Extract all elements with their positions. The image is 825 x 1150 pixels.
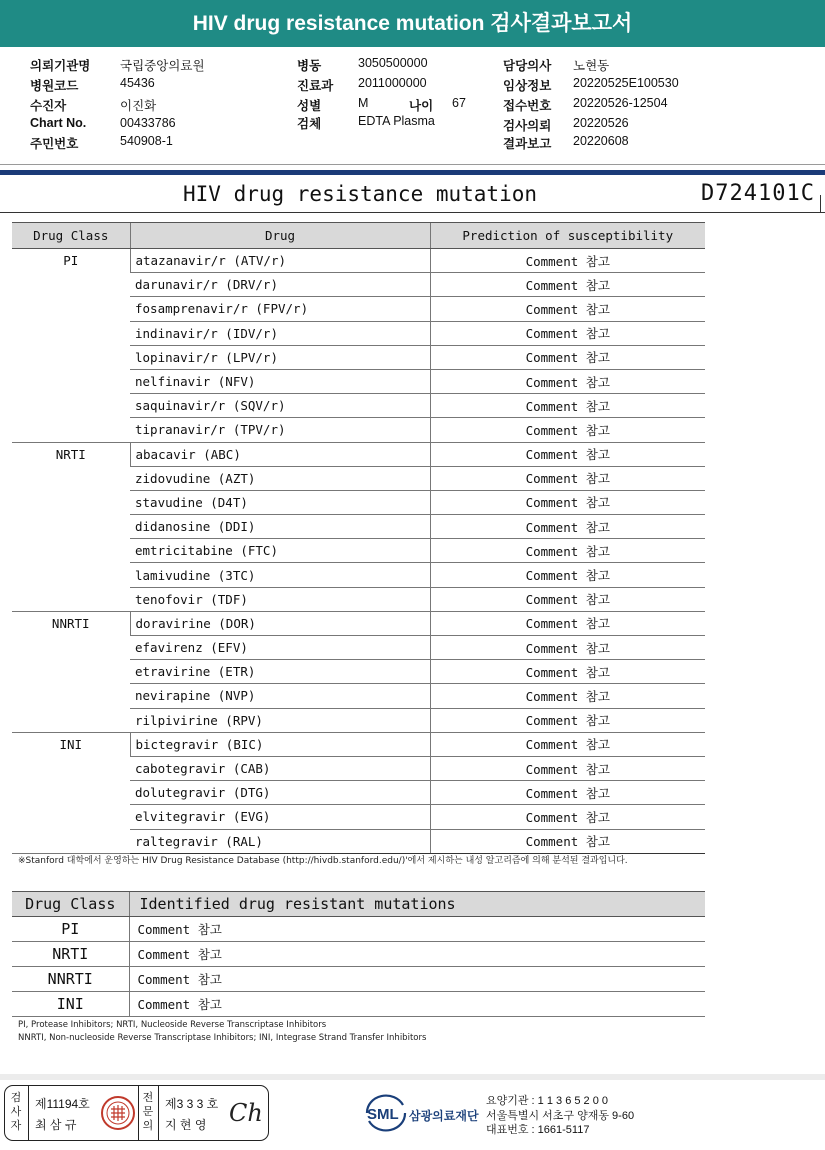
table-row	[12, 992, 705, 1017]
drug-cell: fosamprenavir/r (FPV/r)	[130, 297, 430, 321]
drug-cell: cabotegravir (CAB)	[130, 756, 430, 780]
prediction-cell: Comment 참고	[430, 539, 705, 563]
drug-cell: raltegravir (RAL)	[130, 829, 430, 853]
abbreviation-line: NNRTI, Non-nucleoside Reverse Transcriptase Inhibitors; INI, Integrase Strand Transfer Inhibitors	[18, 1033, 427, 1043]
prediction-cell: Comment 참고	[430, 587, 705, 611]
prediction-cell: Comment 참고	[430, 708, 705, 732]
drug-cell: dolutegravir (DTG)	[130, 781, 430, 805]
prediction-cell: Comment 참고	[430, 297, 705, 321]
info-label: 검체	[297, 117, 322, 131]
prediction-cell: Comment 참고	[430, 490, 705, 514]
info-value: 540908-1	[120, 134, 173, 148]
table-row	[12, 249, 705, 273]
drug-class-cell: PI	[12, 917, 129, 942]
drug-cell: didanosine (DDI)	[130, 515, 430, 539]
prediction-cell: Comment 참고	[430, 829, 705, 853]
prediction-cell: Comment 참고	[430, 273, 705, 297]
info-value: 2011000000	[358, 76, 427, 90]
table-header-row	[12, 892, 705, 917]
prediction-cell: Comment 참고	[430, 321, 705, 345]
prediction-cell: Comment 참고	[430, 418, 705, 442]
divider	[28, 1086, 29, 1140]
drug-cell: tipranavir/r (TPV/r)	[130, 418, 430, 442]
drug-cell: saquinavir/r (SQV/r)	[130, 394, 430, 418]
drug-class-cell: NRTI	[12, 442, 130, 611]
info-label: 의뢰기관명	[30, 59, 91, 73]
mutations-table	[12, 891, 705, 1017]
info-value: 20220526-12504	[573, 96, 668, 110]
info-label: 병원코드	[30, 79, 79, 93]
prediction-cell: Comment 참고	[430, 636, 705, 660]
inspector-license: 제11194호	[35, 1097, 90, 1111]
info-label: 검사의뢰	[503, 119, 552, 133]
abbreviations	[18, 1019, 718, 1045]
prediction-cell: Comment 참고	[430, 515, 705, 539]
table-row	[12, 611, 705, 635]
specialist-name: 지 현 영	[165, 1118, 207, 1132]
footer-divider	[0, 1074, 825, 1080]
patient-info	[0, 53, 825, 165]
column-header: Prediction of susceptibility	[430, 223, 705, 249]
drug-cell: elvitegravir (EVG)	[130, 805, 430, 829]
sml-logo-icon	[363, 1093, 409, 1133]
drug-cell: doravirine (DOR)	[130, 611, 430, 635]
info-label: 진료과	[297, 79, 334, 93]
info-label: 담당의사	[503, 59, 552, 73]
drug-cell: zidovudine (AZT)	[130, 466, 430, 490]
drug-cell: nevirapine (NVP)	[130, 684, 430, 708]
drug-cell: rilpivirine (RPV)	[130, 708, 430, 732]
divider	[0, 164, 825, 165]
drug-cell: efavirenz (EFV)	[130, 636, 430, 660]
info-value: 노현동	[573, 59, 610, 73]
svg-text:Ch: Ch	[229, 1099, 263, 1127]
drug-class-cell: NNRTI	[12, 611, 130, 732]
mutation-cell: Comment 참고	[129, 992, 705, 1017]
prediction-cell: Comment 참고	[430, 394, 705, 418]
info-label: 주민번호	[30, 137, 79, 151]
prediction-cell: Comment 참고	[430, 781, 705, 805]
drug-cell: stavudine (D4T)	[130, 490, 430, 514]
organization	[363, 1093, 493, 1133]
table-row	[12, 917, 705, 942]
abbreviation-line: PI, Protease Inhibitors; NRTI, Nucleoside Reverse Transcriptase Inhibitors	[18, 1020, 327, 1030]
info-value: 국립중앙의료원	[120, 59, 205, 73]
signature-icon	[227, 1093, 265, 1133]
table-row	[12, 967, 705, 992]
info-label: 접수번호	[503, 99, 552, 113]
prediction-cell: Comment 참고	[430, 684, 705, 708]
report-title-bar	[0, 0, 825, 47]
prediction-cell: Comment 참고	[430, 249, 705, 273]
test-code: D724101C	[701, 181, 815, 206]
table-row	[12, 732, 705, 756]
specialist-role: 전문의	[142, 1092, 154, 1132]
column-header: Drug Class	[12, 223, 130, 249]
prediction-cell: Comment 참고	[430, 563, 705, 587]
info-value: 67	[452, 96, 466, 110]
info-label: 수진자	[30, 99, 67, 113]
drug-cell: tenofovir (TDF)	[130, 587, 430, 611]
info-value: EDTA Plasma	[358, 114, 435, 128]
column-header: Drug	[130, 223, 430, 249]
divider	[820, 195, 821, 213]
drug-class-cell: PI	[12, 249, 130, 443]
divider	[138, 1086, 139, 1140]
info-value: 20220525E100530	[573, 76, 679, 90]
drug-cell: indinavir/r (IDV/r)	[130, 321, 430, 345]
drug-cell: emtricitabine (FTC)	[130, 539, 430, 563]
seal-icon	[100, 1095, 136, 1131]
prediction-cell: Comment 참고	[430, 369, 705, 393]
drug-cell: darunavir/r (DRV/r)	[130, 273, 430, 297]
table-row	[12, 442, 705, 466]
info-value: 3050500000	[358, 56, 428, 70]
drug-cell: bictegravir (BIC)	[130, 732, 430, 756]
inspector-name: 최 삼 규	[35, 1118, 77, 1132]
prediction-cell: Comment 참고	[430, 756, 705, 780]
prediction-cell: Comment 참고	[430, 466, 705, 490]
drug-cell: etravirine (ETR)	[130, 660, 430, 684]
column-header: Drug Class	[12, 892, 129, 917]
info-value: 20220608	[573, 134, 629, 148]
drug-cell: lamivudine (3TC)	[130, 563, 430, 587]
divider	[0, 170, 825, 175]
info-label: 병동	[297, 59, 322, 73]
table-row	[12, 942, 705, 967]
info-value: M	[358, 96, 369, 110]
susceptibility-table	[12, 222, 705, 854]
info-value: 00433786	[120, 116, 176, 130]
specialist-license: 제3 3 3 호	[165, 1097, 219, 1111]
info-label: Chart No.	[30, 116, 87, 130]
prediction-cell: Comment 참고	[430, 442, 705, 466]
svg-text:SML: SML	[367, 1106, 399, 1123]
table-header-row	[12, 223, 705, 249]
organization-contact	[486, 1094, 634, 1138]
signature-box	[4, 1085, 269, 1141]
contact-line: 대표번호 : 1661-5117	[486, 1124, 590, 1136]
prediction-cell: Comment 참고	[430, 660, 705, 684]
drug-class-cell: INI	[12, 992, 129, 1017]
drug-cell: atazanavir/r (ATV/r)	[130, 249, 430, 273]
test-name: HIV drug resistance mutation	[183, 182, 538, 206]
mutation-cell: Comment 참고	[129, 942, 705, 967]
info-label: 나이	[409, 99, 434, 113]
organization-name: 삼광의료재단	[409, 1109, 479, 1123]
drug-class-cell: NNRTI	[12, 967, 129, 992]
inspector-role: 검사자	[10, 1092, 22, 1132]
mutation-cell: Comment 참고	[129, 917, 705, 942]
report-heading: HIV drug resistance mutation 검사결과보고서	[192, 12, 633, 35]
contact-line: 요양기관 : 1 1 3 6 5 2 0 0	[486, 1095, 609, 1107]
drug-class-cell: INI	[12, 732, 130, 853]
info-label: 결과보고	[503, 137, 552, 151]
drug-cell: nelfinavir (NFV)	[130, 369, 430, 393]
info-label: 성별	[297, 99, 322, 113]
stanford-footnote: ※Stanford 대학에서 운영하는 HIV Drug Resistance Database (http://hivdb.stanford.edu/)'에서 제시하는 내성 알고리즘에 의해 분석된 결과입니다.	[18, 856, 628, 866]
divider	[158, 1086, 159, 1140]
prediction-cell: Comment 참고	[430, 345, 705, 369]
divider	[0, 212, 825, 213]
prediction-cell: Comment 참고	[430, 805, 705, 829]
mutation-cell: Comment 참고	[129, 967, 705, 992]
drug-class-cell: NRTI	[12, 942, 129, 967]
info-value: 45436	[120, 76, 155, 90]
test-title	[0, 176, 825, 212]
drug-cell: abacavir (ABC)	[130, 442, 430, 466]
contact-line: 서울특별시 서초구 양재동 9-60	[486, 1109, 635, 1122]
info-value: 20220526	[573, 116, 629, 130]
column-header: Identified drug resistant mutations	[129, 892, 705, 917]
prediction-cell: Comment 참고	[430, 732, 705, 756]
info-label: 임상정보	[503, 79, 552, 93]
drug-cell: lopinavir/r (LPV/r)	[130, 345, 430, 369]
info-value: 이진화	[120, 99, 157, 113]
prediction-cell: Comment 참고	[430, 611, 705, 635]
